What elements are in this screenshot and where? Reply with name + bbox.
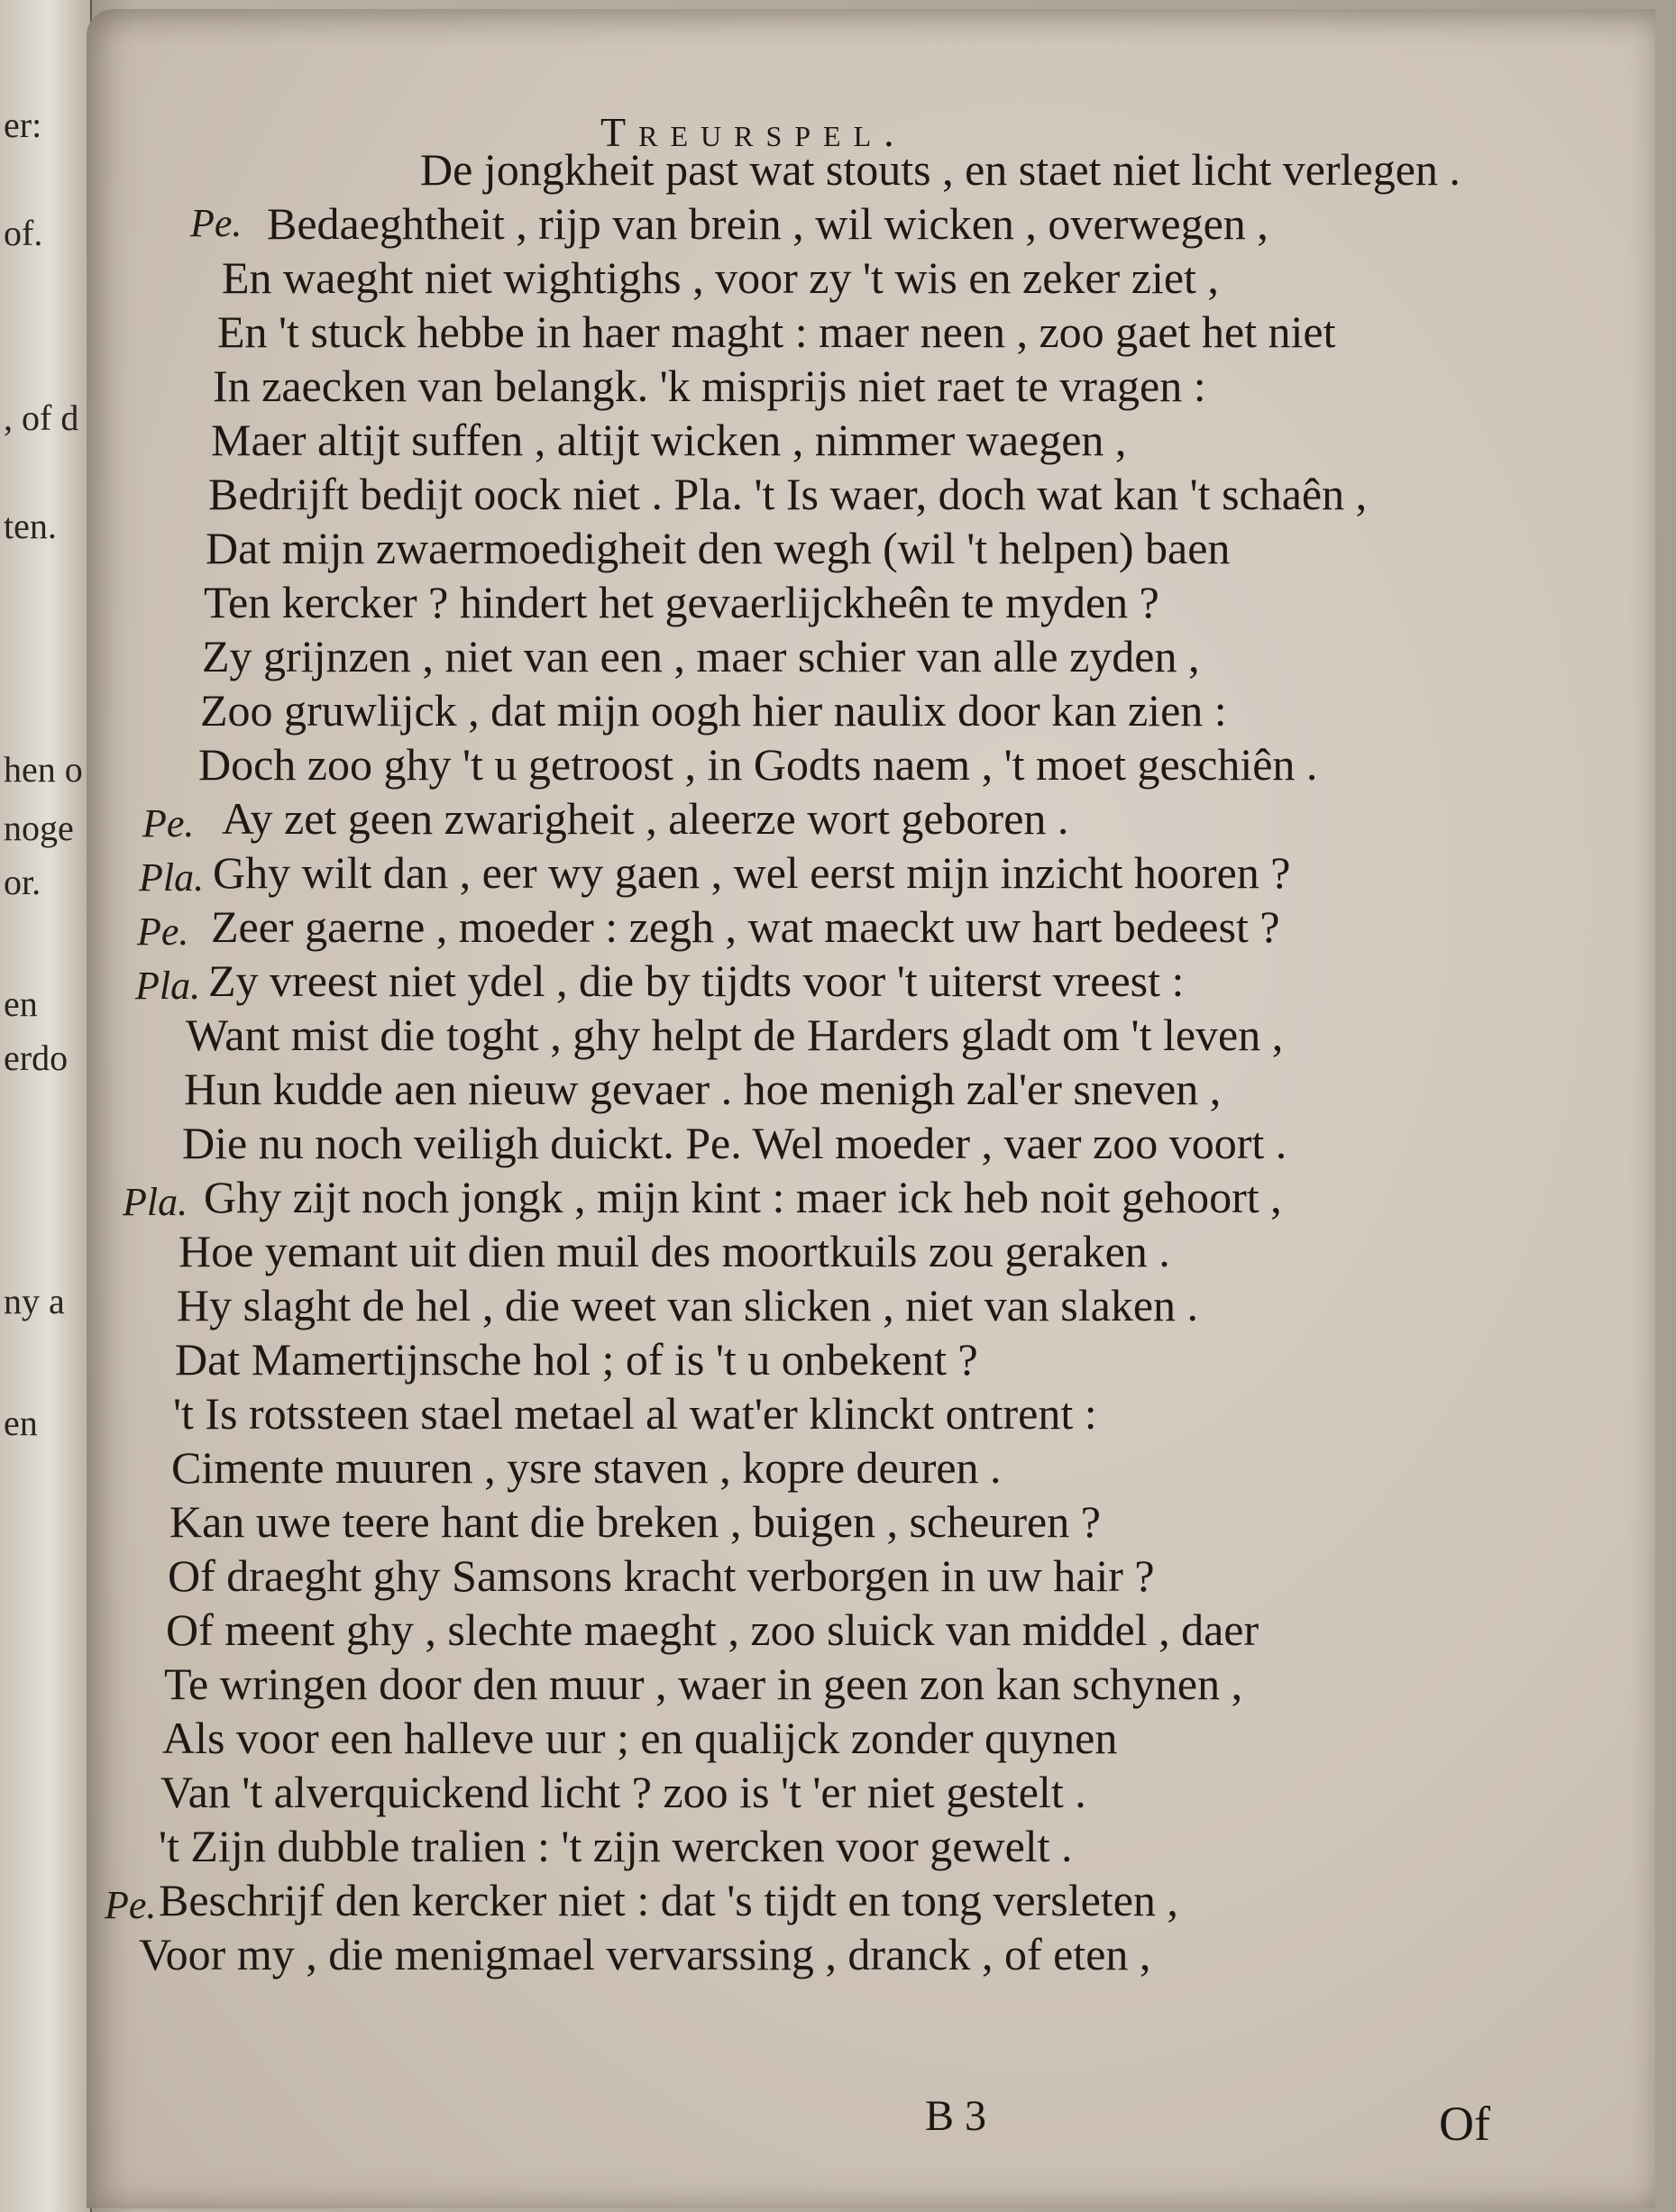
line-text: Voor my , die menigmael vervarssing , dranck , of eten ,: [139, 1929, 1151, 1979]
line-text: 't Zijn dubble tralien : 't zijn wercken voor gewelt .: [159, 1821, 1073, 1871]
line-text: Van 't alverquickend licht ? zoo is 't 'er niet gestelt .: [160, 1767, 1086, 1817]
line-text: Bedaeghtheit , rijp van brein , wil wicken , overwegen ,: [267, 198, 1268, 249]
line-text: Hy slaght de hel , die weet van slicken , niet van slaken .: [177, 1280, 1199, 1330]
left-margin-fragment: hen o: [4, 749, 83, 790]
line-text: Zy grijnzen , niet van een , maer schier van alle zyden ,: [202, 631, 1200, 681]
line-text: Cimente muuren , ysre staven , kopre deuren .: [171, 1442, 1002, 1493]
line-text: Die nu noch veiligh duickt. Pe. Wel moeder , vaer zoo voort .: [182, 1118, 1287, 1168]
verse-line: [123, 251, 1583, 305]
line-text: Ghy zijt noch jongk , mijn kint : maer ick heb noit gehoort ,: [204, 1172, 1282, 1222]
catchword: Of: [1439, 2097, 1490, 2151]
left-margin-fragment: or.: [4, 862, 41, 902]
running-head: Treurspel.: [600, 109, 907, 155]
line-text: Ghy wilt dan , eer wy gaen , wel eerst mijn inzicht hooren ?: [213, 847, 1291, 898]
left-margin-fragment: , of d: [4, 398, 79, 438]
speaker-label: Pe.: [105, 1883, 157, 1927]
verse-line: [123, 954, 1583, 1008]
left-margin-fragment: er:: [4, 105, 42, 145]
verse-text: [105, 142, 1583, 1981]
line-text: Ten kercker ? hindert het gevaerlijckheên te myden ?: [204, 577, 1159, 627]
speaker-label: Pla.: [135, 964, 201, 1008]
line-text: Bedrijft bedijt oock niet . Pla. 't Is waer, doch wat kan 't schaên ,: [208, 469, 1368, 519]
line-text: Of draeght ghy Samsons kracht verborgen in uw hair ?: [168, 1550, 1155, 1601]
line-text: Kan uwe teere hant die breken , buigen , scheuren ?: [169, 1496, 1101, 1547]
verse-line: [123, 1008, 1583, 1062]
line-text: Dat Mamertijnsche hol ; of is 't u onbekent ?: [175, 1334, 978, 1385]
left-margin-fragment: en: [4, 1403, 38, 1443]
left-margin-fragment: ny a: [4, 1281, 65, 1321]
line-text: Want mist die toght , ghy helpt de Harders gladt om 't leven ,: [186, 1010, 1284, 1060]
verse-line: [123, 1927, 1583, 1981]
line-text: Hoe yemant uit dien muil des moortkuils zou geraken .: [179, 1226, 1170, 1276]
verse-line: [123, 413, 1583, 467]
line-text: En 't stuck hebbe in haer maght : maer neen , zoo gaet het niet: [217, 306, 1336, 357]
line-text: Maer altijt suffen , altijt wicken , nimmer waegen ,: [211, 415, 1127, 465]
verse-line: [123, 1603, 1583, 1657]
verse-line: [123, 305, 1583, 359]
line-text: Te wringen door den muur , waer in geen zon kan schynen ,: [164, 1659, 1243, 1709]
verse-line: [123, 1657, 1583, 1711]
verse-line: [123, 1278, 1583, 1332]
verse-line: [123, 1494, 1583, 1549]
line-text: In zaecken van belangk. 'k misprijs niet raet te vragen :: [213, 361, 1206, 411]
line-text: Zeer gaerne , moeder : zegh , wat maeckt uw hart bedeest ?: [211, 901, 1280, 952]
left-margin-fragment: ten.: [4, 506, 57, 546]
verse-line: [123, 1549, 1583, 1603]
verse-line: [123, 1819, 1583, 1873]
verse-line: [123, 737, 1583, 791]
line-text: Ay zet geen zwarigheit , aleerze wort geboren .: [222, 793, 1069, 844]
speaker-label: Pla.: [123, 1180, 188, 1224]
verse-line: [123, 845, 1583, 900]
line-text: 't Is rotssteen stael metael al wat'er klinckt ontrent :: [173, 1388, 1097, 1439]
verse-line: [123, 791, 1583, 845]
book-page: [87, 9, 1655, 2208]
verse-line: [123, 359, 1583, 413]
verse-line: [123, 575, 1583, 629]
speaker-label: Pe.: [142, 801, 195, 845]
verse-line: [123, 900, 1583, 954]
verse-line: [123, 1332, 1583, 1386]
signature-mark: B 3: [925, 2092, 987, 2140]
verse-line: [123, 629, 1583, 683]
verse-line: [123, 1116, 1583, 1170]
left-page-edge: [0, 0, 92, 2212]
left-margin-fragment: of.: [4, 213, 43, 253]
verse-line: [123, 467, 1583, 521]
speaker-label: Pla.: [139, 855, 205, 900]
line-text: Beschrijf den kercker niet : dat 's tijdt en tong versleten ,: [159, 1875, 1178, 1925]
verse-line: [123, 1224, 1583, 1278]
left-margin-fragment: erdo: [4, 1037, 69, 1078]
line-text: En waeght niet wightighs , voor zy 't wis en zeker ziet ,: [222, 252, 1219, 303]
verse-line: [123, 1386, 1583, 1440]
verse-line: [105, 1873, 1583, 1927]
line-text: Zoo gruwlijck , dat mijn oogh hier naulix door kan zien :: [200, 685, 1227, 736]
line-text: Doch zoo ghy 't u getroost , in Godts naem , 't moet geschiên .: [198, 739, 1318, 790]
verse-line: [123, 683, 1583, 737]
verse-line: [123, 197, 1583, 251]
line-text: Of meent ghy , slechte maeght , zoo sluick van middel , daer: [166, 1604, 1259, 1655]
verse-line: [123, 1062, 1583, 1116]
verse-line: [123, 1711, 1583, 1765]
verse-line: [123, 1440, 1583, 1494]
line-text: Als voor een halleve uur ; en qualijck zonder quynen: [162, 1713, 1118, 1763]
verse-line: [123, 521, 1583, 575]
verse-line: [123, 1170, 1583, 1224]
verse-line: [123, 142, 1583, 197]
line-text: De jongkheit past wat stouts , en staet niet licht verlegen .: [420, 144, 1461, 195]
speaker-label: Pe.: [190, 201, 243, 245]
line-text: Zy vreest niet ydel , die by tijdts voor 't uiterst vreest :: [208, 955, 1185, 1006]
left-margin-fragment: noge: [4, 808, 74, 848]
speaker-label: Pe.: [137, 909, 189, 954]
left-margin-fragment: en: [4, 983, 38, 1024]
verse-line: [123, 1765, 1583, 1819]
line-text: Hun kudde aen nieuw gevaer . hoe menigh zal'er sneven ,: [184, 1064, 1222, 1114]
line-text: Dat mijn zwaermoedigheit den wegh (wil 't helpen) baen: [206, 523, 1231, 573]
